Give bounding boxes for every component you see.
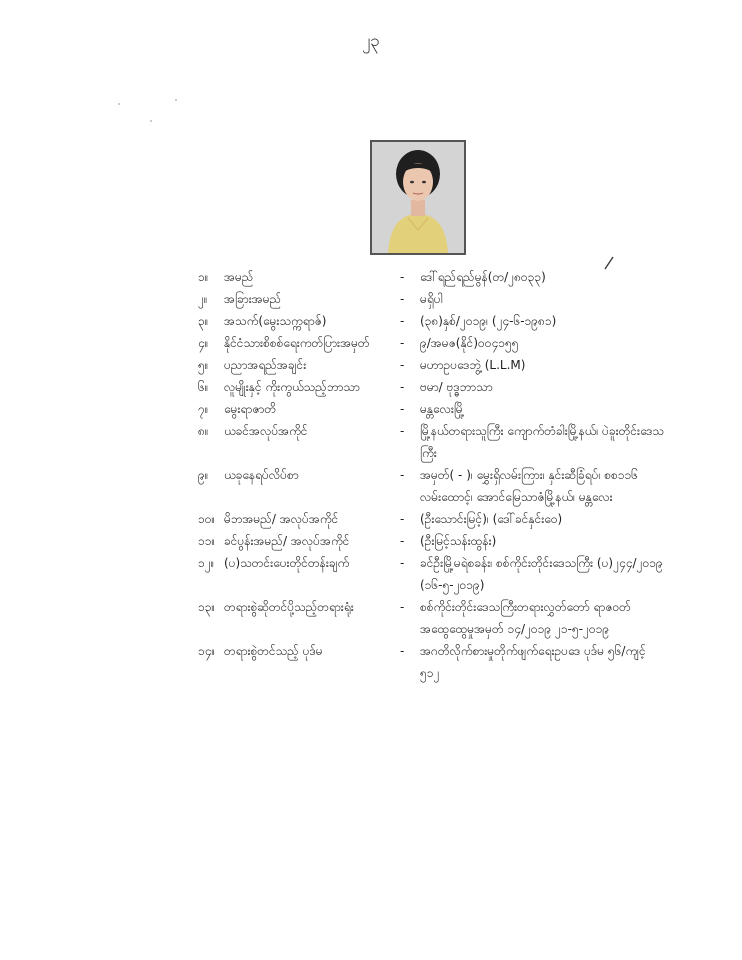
row-value: မြို့နယ်တရားသူကြီး ကျောက်တံခါးမြို့နယ်၊ ပဲခူးတိုင်းဒေသကြီး xyxy=(420,424,664,460)
page-number: ၂၃ xyxy=(362,31,380,51)
row-label: ယခင်အလုပ်အကိုင် xyxy=(224,424,308,438)
row-value: အမှတ်( - )၊ မွှေးရှိလမ်းကြား၊ နှင်းဆီခြံရပ်၊ စစ၁၁၆ လမ်းထောင့်၊ အောင်မြေသာဇံမြို့နယ်၊ မန္တလေး xyxy=(420,468,638,504)
row-number: ၇။ xyxy=(198,402,209,416)
row-dash: - xyxy=(400,358,405,372)
row-number: ၉။ xyxy=(198,468,209,482)
row-number: ၁၀။ xyxy=(198,512,216,526)
row-label: အမည် xyxy=(224,270,254,284)
row-dash: - xyxy=(400,314,405,328)
row-dash: - xyxy=(400,292,405,306)
row-number: ၁၃။ xyxy=(198,600,216,614)
row-value: စစ်ကိုင်းတိုင်းဒေသကြီးတရားလွှတ်တော် ရာဇဝတ်အထွေထွေမှုအမှတ် ၁၄/၂၀၁၉ ၂၁-၅-၂၀၁၉ xyxy=(420,600,631,636)
row-dash: - xyxy=(400,512,405,526)
row-dash: - xyxy=(400,468,405,482)
detail-row-parents xyxy=(198,508,668,530)
row-dash: - xyxy=(400,644,405,658)
detail-row-address xyxy=(198,464,668,508)
row-dash: - xyxy=(400,556,405,570)
row-label: (ပ)သတင်းပေးတိုင်တန်းချက် xyxy=(224,556,350,570)
detail-row-complaint xyxy=(198,552,668,596)
detail-row-husband xyxy=(198,530,668,552)
row-value: မန္တလေးမြို့ xyxy=(420,402,465,416)
row-number: ၁၂။ xyxy=(198,556,215,570)
row-label: မွေးရာဇာတိ xyxy=(224,402,276,416)
row-label: ယခုနေရပ်လိပ်စာ xyxy=(224,468,299,482)
portrait-icon xyxy=(372,142,464,253)
detail-row-age xyxy=(198,310,668,332)
row-number: ၄။ xyxy=(198,336,209,350)
row-label: ခင်ပွန်းအမည်/ အလုပ်အကိုင် xyxy=(224,534,350,548)
scan-speck xyxy=(175,99,177,101)
detail-row-education xyxy=(198,354,668,376)
row-value: ၉/အမဇ(နိုင်)၀၀၄၁၅၅ xyxy=(420,336,519,350)
row-number: ၆။ xyxy=(198,380,209,394)
row-label: လူမျိုးနှင့် ကိုးကွယ်သည့်ဘာသာ xyxy=(224,380,360,394)
row-value: ခင်ဦးမြို့မရဲစခန်း၊ စစ်ကိုင်းတိုင်းဒေသကြီး (ပ)၂၄၄/၂၀၁၉ (၁၆-၅-၂၀၁၉) xyxy=(420,556,663,592)
row-value: မဟာဥပဒေဘွဲ့ (L.L.M) xyxy=(420,358,526,372)
row-label: တရားစွဲတင်သည့် ပုဒ်မ xyxy=(224,644,323,658)
detail-row-previous-job xyxy=(198,420,668,464)
row-number: ၅။ xyxy=(198,358,209,372)
detail-row-other-name xyxy=(198,288,668,310)
row-value: ဗမာ/ ဗုဒ္ဓဘာသာ xyxy=(420,380,493,394)
row-dash: - xyxy=(400,600,405,614)
row-dash: - xyxy=(400,402,405,416)
row-dash: - xyxy=(400,424,405,438)
row-dash: - xyxy=(400,380,405,394)
row-number: ၁၁။ xyxy=(198,534,216,548)
row-value: (ဦးသောင်းမြင့်)၊ (ဒေါ်ခင်နှင်းဝေ) xyxy=(420,512,563,526)
row-value: အဂတိလိုက်စားမှုတိုက်ဖျက်ရေးဥပဒေ ပုဒ်မ ၅၆/ကျင့် ၅၁၂ xyxy=(420,644,646,680)
row-label: ပညာအရည်အချင်း xyxy=(224,358,307,372)
row-value: မရှိပါ xyxy=(420,292,443,306)
row-value: ဒေါ်ရည်ရည်မွန်(တ/၂၈၀၃၃) xyxy=(420,270,546,284)
row-value: (၃၈)နှစ်/၂၀၁၉၊ (၂၄-၆-၁၉၈၁) xyxy=(420,314,557,328)
row-number: ၃။ xyxy=(198,314,209,328)
scan-speck xyxy=(118,103,120,105)
row-label: အခြားအမည် xyxy=(224,292,282,306)
row-label: နိုင်ငံသားစိစစ်ရေးကတ်ပြားအမှတ် xyxy=(224,336,370,350)
row-number: ၁၄။ xyxy=(198,644,216,658)
row-value: (ဦးမြင့်သန်းထွန်း) xyxy=(420,534,497,548)
row-dash: - xyxy=(400,270,405,284)
detail-row-section xyxy=(198,640,668,684)
detail-row-ethnicity-religion xyxy=(198,376,668,398)
row-number: ၂။ xyxy=(198,292,208,306)
row-dash: - xyxy=(400,336,405,350)
row-number: ၁။ xyxy=(198,270,209,284)
detail-row-citizen-id xyxy=(198,332,668,354)
portrait-photo xyxy=(370,140,466,255)
detail-row-court xyxy=(198,596,668,640)
detail-row-birthplace xyxy=(198,398,668,420)
row-number: ၈။ xyxy=(198,424,209,438)
row-label: တရားစွဲဆိုတင်ပို့သည့်တရားရုံး xyxy=(224,600,354,614)
row-label: အသက်(မွေးသက္ကရာဇ်) xyxy=(224,314,327,328)
details-list xyxy=(198,266,668,684)
row-dash: - xyxy=(400,534,405,548)
detail-row-name xyxy=(198,266,668,288)
row-label: မိဘအမည်/ အလုပ်အကိုင် xyxy=(224,512,339,526)
scan-speck xyxy=(150,120,152,122)
